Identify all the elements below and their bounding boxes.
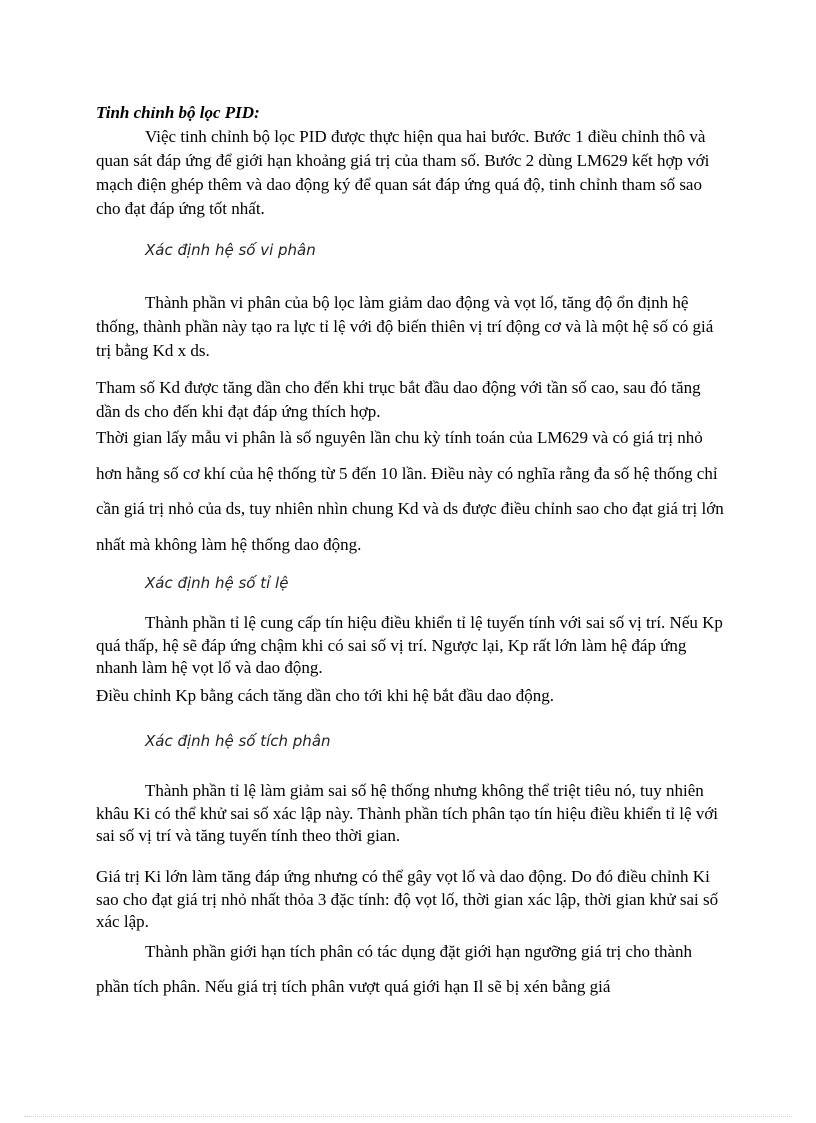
page-bottom-divider: [24, 1116, 792, 1117]
proportional-paragraph-1: Thành phần tỉ lệ cung cấp tín hiệu điều khiển tỉ lệ tuyến tính với sai số vị trí. Nếu Kp quá thấp, hệ sẽ đáp ứng chậm khi có sai số vị trí. Ngược lại, Kp rất lớn làm hệ đáp ứng nhanh làm hệ vọt lố và dao động.: [96, 613, 723, 677]
integral-paragraph-2: Giá trị Ki lớn làm tăng đáp ứng nhưng có thể gây vọt lố và dao động. Do đó điều chỉnh Ki sao cho đạt giá trị nhỏ nhất thỏa 3 đặc tính: độ vọt lố, thời gian xác lập, thời gian khử sai số xác lập.: [96, 867, 719, 931]
derivative-paragraph-3: Thời gian lấy mẫu vi phân là số nguyên lần chu kỳ tính toán của LM629 và có giá trị nhỏ hơn hằng số cơ khí của hệ thống từ 5 đến 10 lần. Điều này có nghĩa rằng đa số hệ thống chỉ cần giá trị nhỏ của ds, tuy nhiên nhìn chung Kd và ds được điều chỉnh sao cho đạt giá trị lớn nhất mà không làm hệ thống dao động.: [96, 428, 724, 554]
section-title-integral: Xác định hệ số tích phân: [145, 732, 331, 750]
page-title: Tinh chỉnh bộ lọc PID:: [96, 103, 260, 122]
section-title-derivative: Xác định hệ số vi phân: [145, 241, 316, 259]
derivative-paragraph-1: Thành phần vi phân của bộ lọc làm giảm dao động và vọt lố, tăng độ ổn định hệ thống, thành phần này tạo ra lực tỉ lệ với độ biến thiên vị trí động cơ và là một hệ số có giá trị bằng Kd x ds.: [96, 293, 714, 360]
integral-paragraph-3: Thành phần giới hạn tích phân có tác dụng đặt giới hạn ngưỡng giá trị cho thành phần tích phân. Nếu giá trị tích phân vượt quá giới hạn Il sẽ bị xén bằng giá: [96, 942, 692, 996]
derivative-paragraph-2: Tham số Kd được tăng dần cho đến khi trục bắt đầu dao động với tần số cao, sau đó tăng dần ds cho đến khi đạt đáp ứng thích hợp.: [96, 378, 701, 421]
section-title-proportional: Xác định hệ số tỉ lệ: [145, 574, 289, 592]
proportional-paragraph-2: Điều chỉnh Kp bằng cách tăng dần cho tới khi hệ bắt đầu dao động.: [96, 686, 554, 705]
intro-paragraph: Việc tinh chỉnh bộ lọc PID được thực hiện qua hai bước. Bước 1 điều chỉnh thô và quan sát đáp ứng để giới hạn khoảng giá trị của tham số. Bước 2 dùng LM629 kết hợp với mạch điện ghép thêm và dao động ký để quan sát đáp ứng quá độ, tinh chỉnh tham số sao cho đạt đáp ứng tốt nhất.: [96, 127, 710, 218]
integral-paragraph-1: Thành phần tỉ lệ làm giảm sai số hệ thống nhưng không thể triệt tiêu nó, tuy nhiên khâu Ki có thể khử sai số xác lập này. Thành phần tích phân tạo tín hiệu điều khiển tỉ lệ với sai số vị trí và tăng tuyến tính theo thời gian.: [96, 781, 719, 845]
